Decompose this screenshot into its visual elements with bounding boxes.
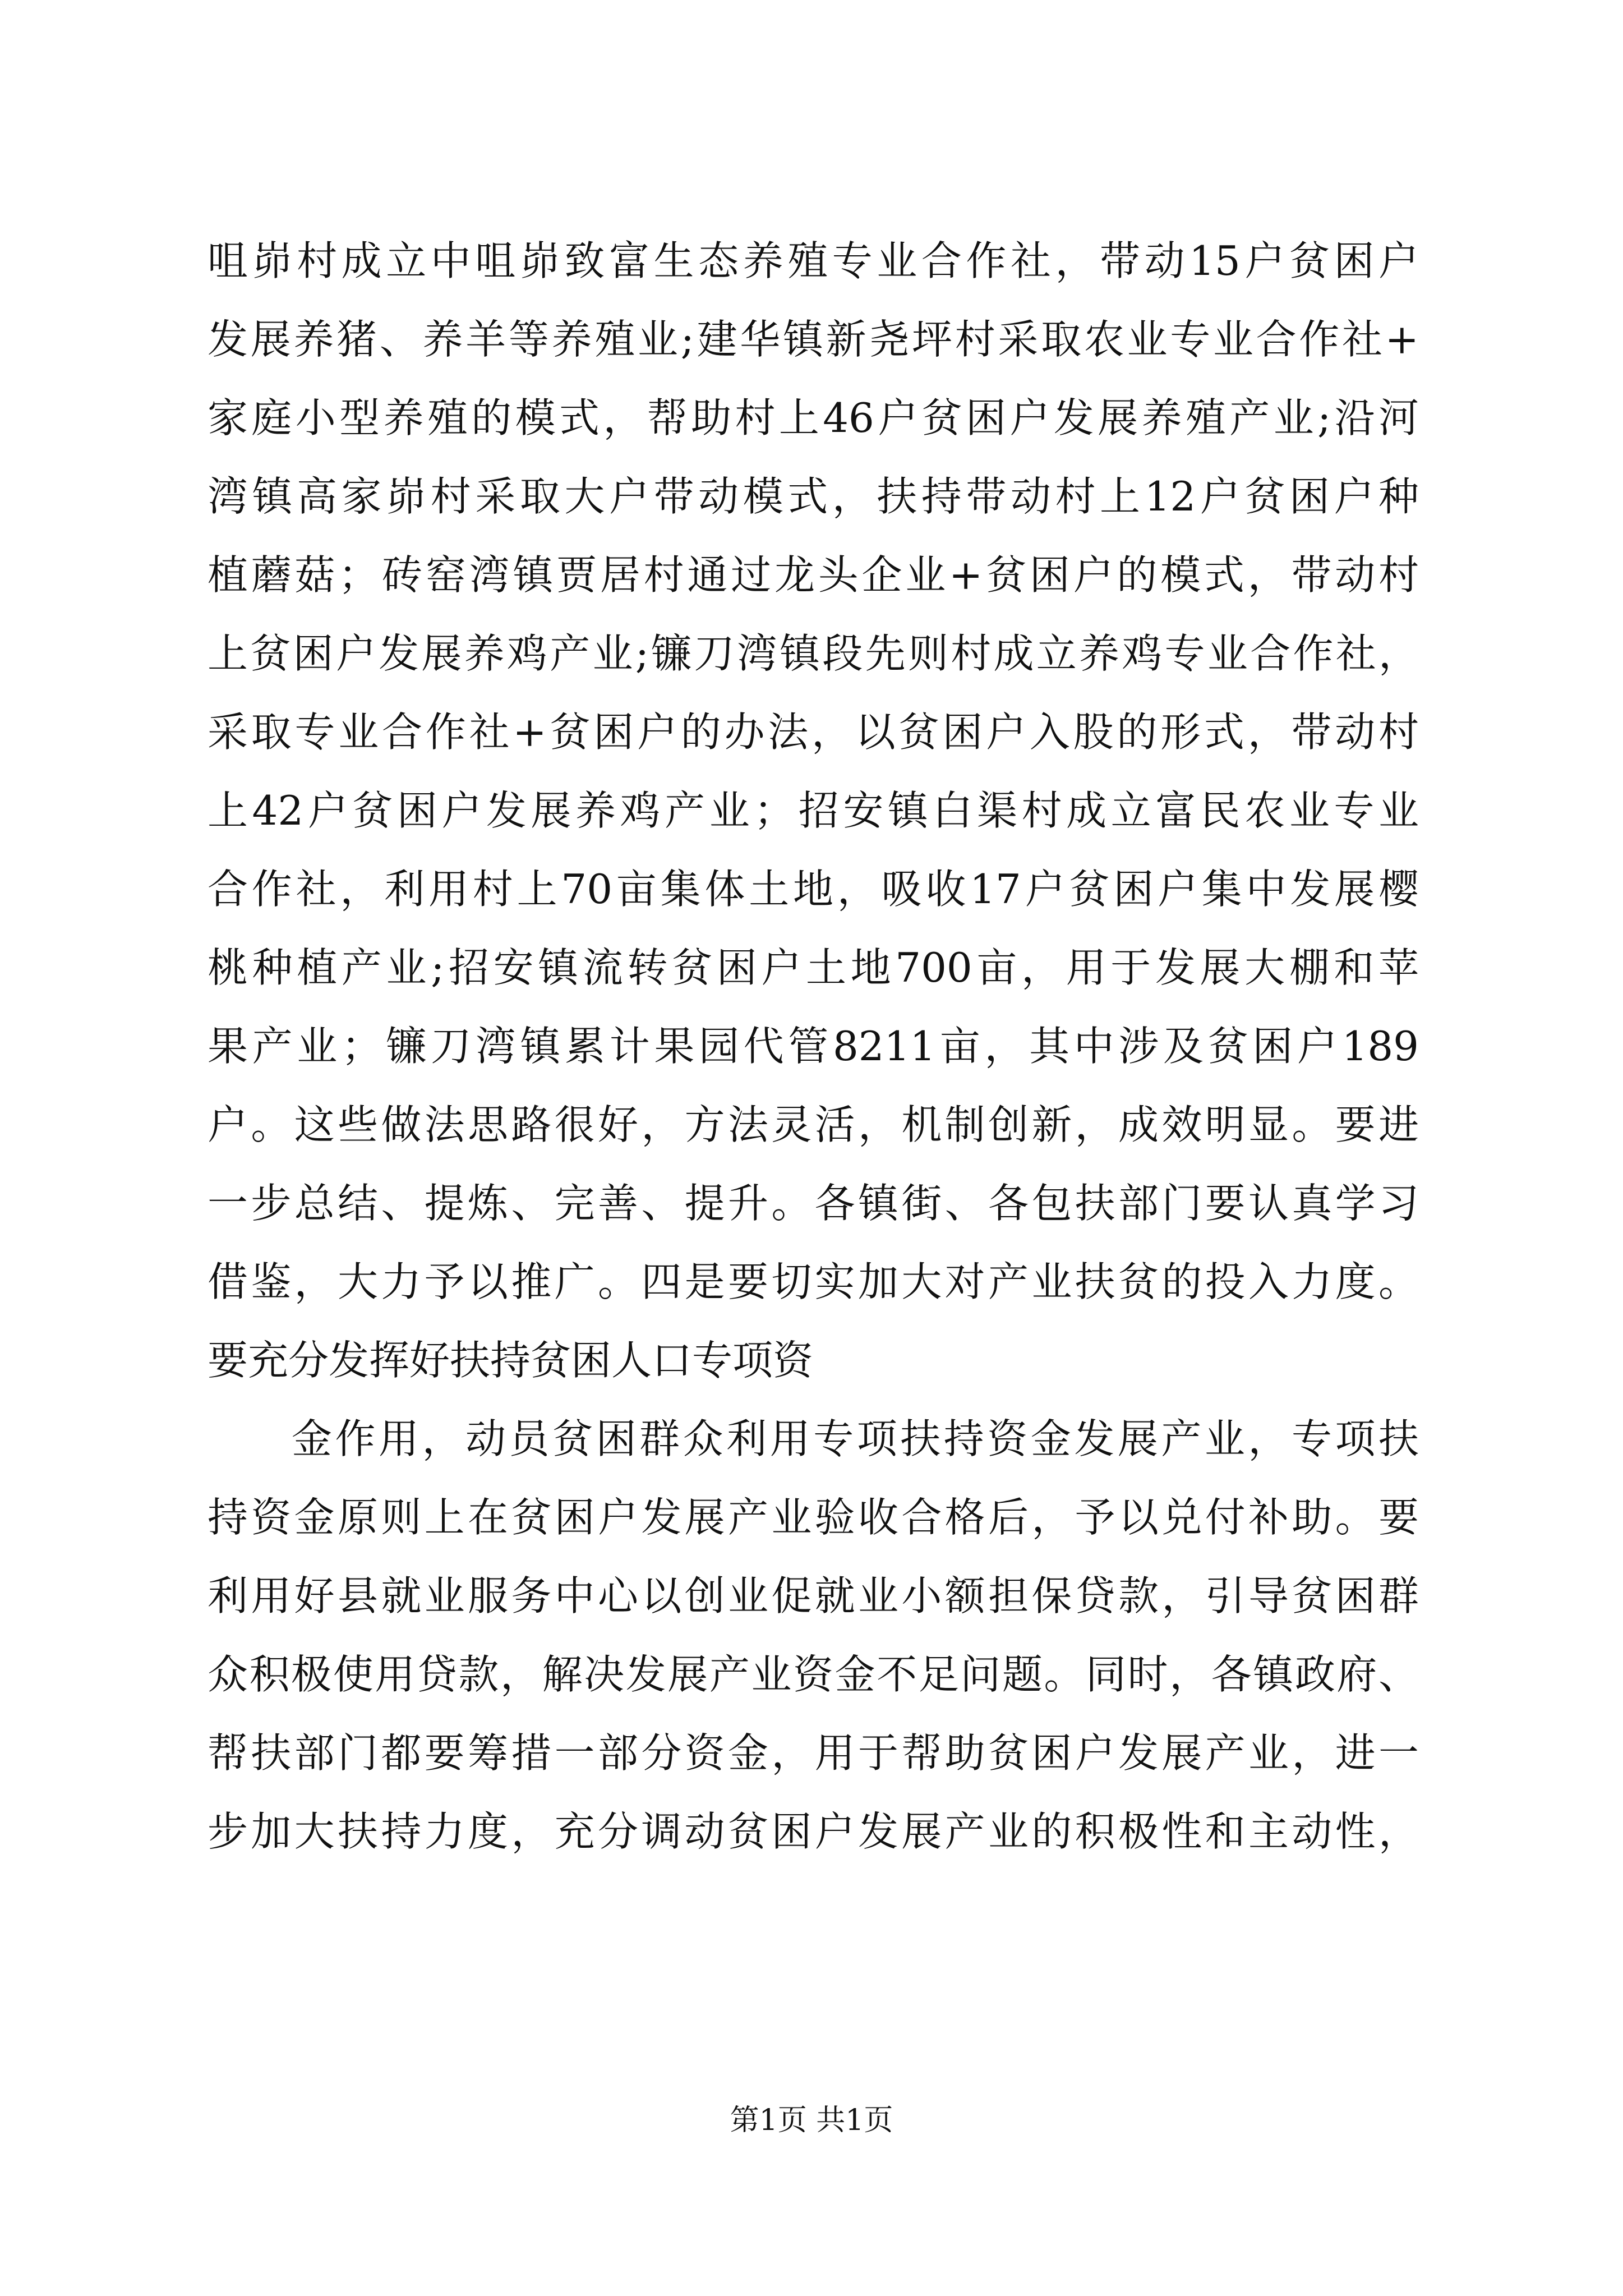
text-line: 利用好县就业服务中心以创业促就业小额担保贷款，引导贫困群 [208, 1572, 1419, 1619]
text-line: 湾镇高家峁村采取大户带动模式，扶持带动村上12户贫困户种 [208, 473, 1419, 520]
page-number-label: 第1页 共1页 [730, 2104, 893, 2137]
text-line: 合作社，利用村上70亩集体土地，吸收17户贫困户集中发展樱 [208, 866, 1419, 913]
page-footer [0, 2098, 1623, 2143]
text-line: 众积极使用贷款，解决发展产业资金不足问题。同时，各镇政府、 [208, 1651, 1419, 1698]
text-line: 要充分发挥好扶持贫困人口专项资 [208, 1337, 814, 1384]
text-line: 咀峁村成立中咀峁致富生态养殖专业合作社，带动15户贫困户 [208, 237, 1419, 284]
text-line: 借鉴，大力予以推广。四是要切实加大对产业扶贫的投入力度。 [208, 1258, 1419, 1305]
document-body [208, 222, 1419, 1871]
text-line: 金作用，动员贫困群众利用专项扶持资金发展产业，专项扶 [292, 1415, 1419, 1462]
text-line: 户。这些做法思路很好，方法灵活，机制创新，成效明显。要进 [208, 1101, 1419, 1148]
text-line: 发展养猪、养羊等养殖业;建华镇新尧坪村采取农业专业合作社+ [208, 316, 1419, 363]
text-line: 步加大扶持力度，充分调动贫困户发展产业的积极性和主动性， [208, 1808, 1419, 1855]
text-line: 上贫困户发展养鸡产业;镰刀湾镇段先则村成立养鸡专业合作社， [208, 630, 1419, 677]
text-line: 持资金原则上在贫困户发展产业验收合格后，予以兑付补助。要 [208, 1494, 1419, 1541]
text-line: 植蘑菇；砖窑湾镇贾居村通过龙头企业+贫困户的模式，带动村 [208, 551, 1419, 599]
text-line: 一步总结、提炼、完善、提升。各镇街、各包扶部门要认真学习 [208, 1180, 1419, 1227]
text-line: 采取专业合作社+贫困户的办法，以贫困户入股的形式，带动村 [208, 708, 1419, 756]
text-line: 上42户贫困户发展养鸡产业；招安镇白渠村成立富民农业专业 [208, 787, 1419, 834]
text-line: 家庭小型养殖的模式，帮助村上46户贫困户发展养殖产业;沿河 [208, 394, 1419, 441]
text-line: 果产业；镰刀湾镇累计果园代管8211亩，其中涉及贫困户189 [208, 1023, 1419, 1070]
text-line: 桃种植产业;招安镇流转贫困户土地700亩，用于发展大棚和苹 [208, 944, 1419, 991]
text-line: 帮扶部门都要筹措一部分资金，用于帮助贫困户发展产业，进一 [208, 1729, 1419, 1777]
